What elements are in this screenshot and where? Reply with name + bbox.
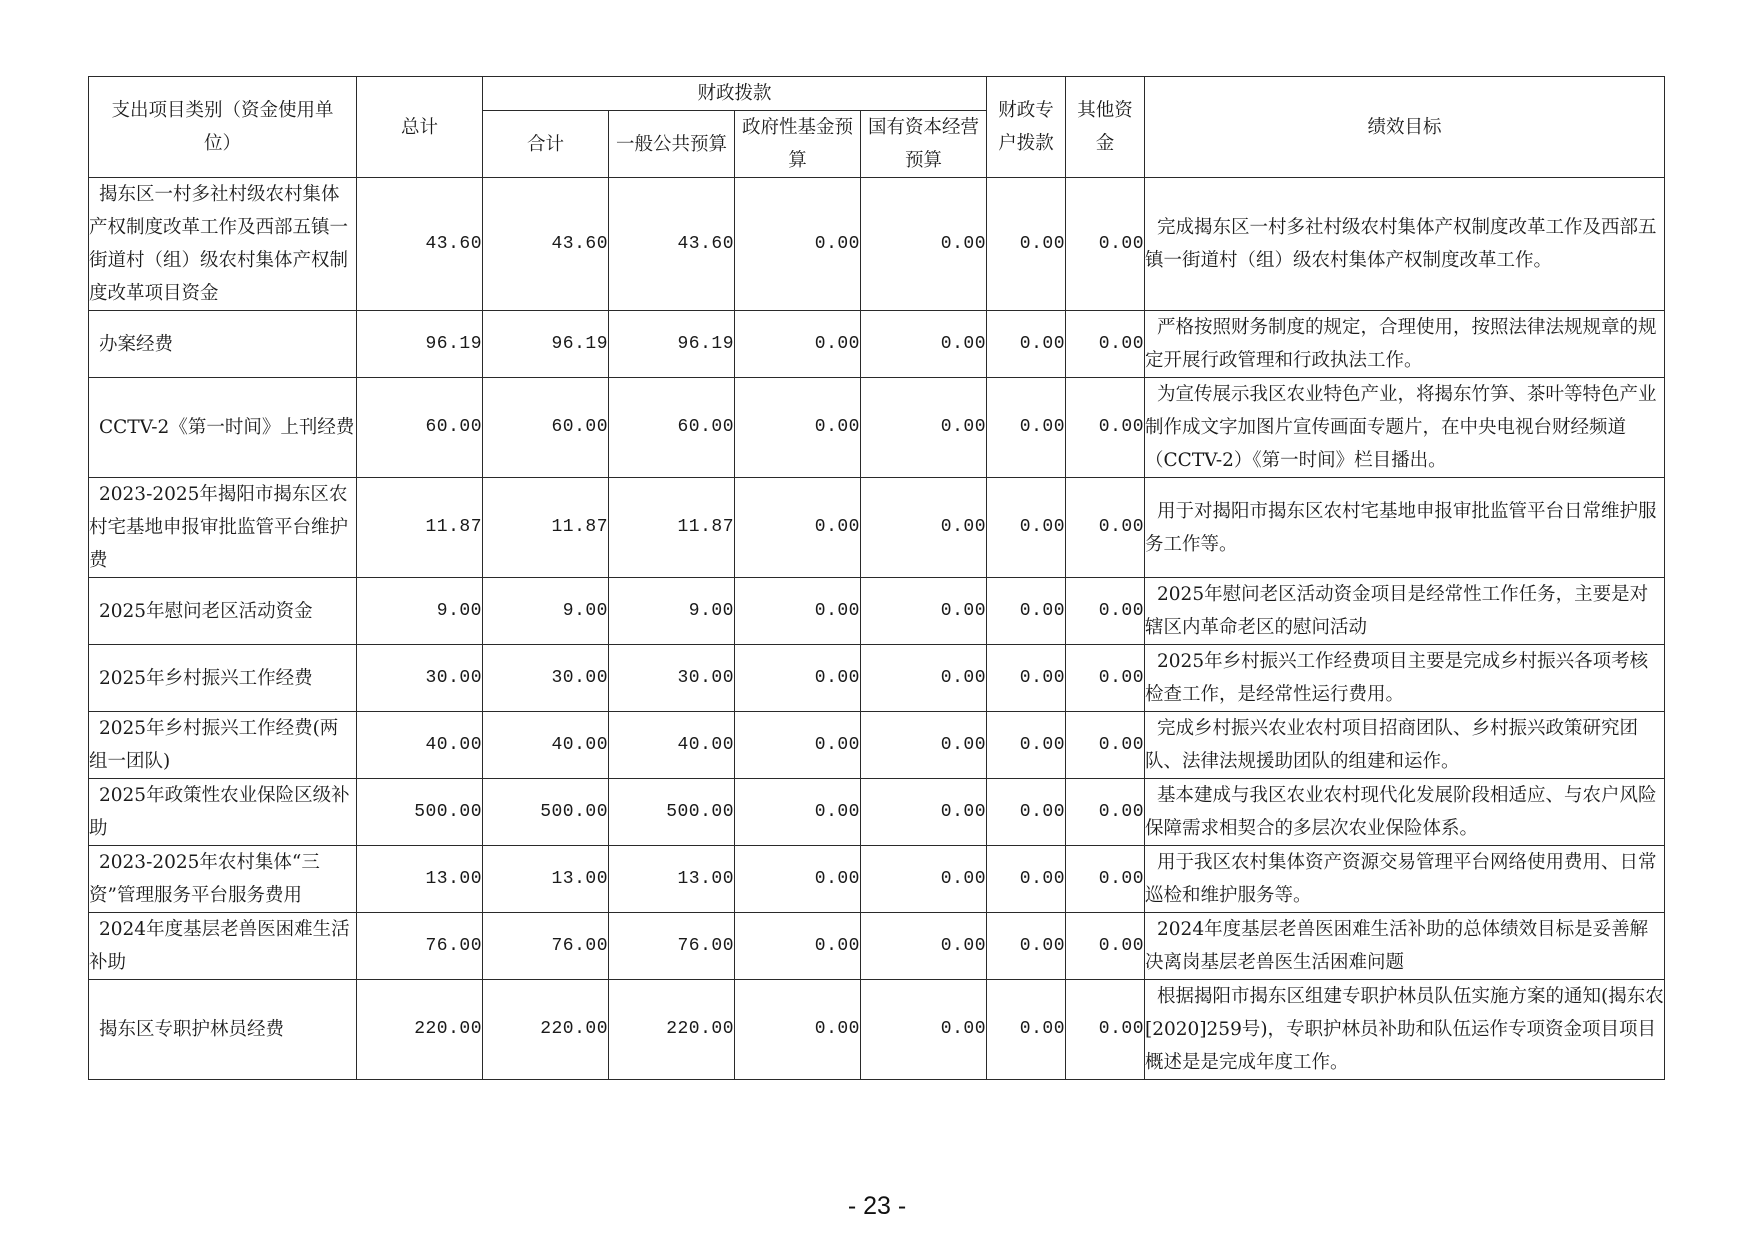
row-special-transfer: 0.00 xyxy=(987,846,1066,913)
header-special-transfer: 财政专户拨款 xyxy=(987,77,1066,178)
row-state-capital-budget: 0.00 xyxy=(861,378,987,478)
row-general-budget: 11.87 xyxy=(609,478,735,578)
header-fiscal-group: 财政拨款 xyxy=(483,77,987,111)
row-total: 11.87 xyxy=(357,478,483,578)
row-gov-fund-budget: 0.00 xyxy=(735,712,861,779)
row-fiscal-subtotal: 500.00 xyxy=(483,779,609,846)
row-gov-fund-budget: 0.00 xyxy=(735,913,861,980)
row-total: 500.00 xyxy=(357,779,483,846)
row-special-transfer: 0.00 xyxy=(987,712,1066,779)
row-performance-goal: 用于对揭阳市揭东区农村宅基地申报审批监管平台日常维护服务工作等。 xyxy=(1145,478,1665,578)
row-other-funds: 0.00 xyxy=(1066,178,1145,311)
row-state-capital-budget: 0.00 xyxy=(861,645,987,712)
row-fiscal-subtotal: 43.60 xyxy=(483,178,609,311)
row-special-transfer: 0.00 xyxy=(987,178,1066,311)
row-total: 60.00 xyxy=(357,378,483,478)
table-row xyxy=(89,311,1665,378)
row-other-funds: 0.00 xyxy=(1066,913,1145,980)
row-project-name: 2023-2025年揭阳市揭东区农村宅基地申报审批监管平台维护费 xyxy=(89,478,357,578)
header-general-budget: 一般公共预算 xyxy=(609,111,735,178)
row-gov-fund-budget: 0.00 xyxy=(735,779,861,846)
row-fiscal-subtotal: 96.19 xyxy=(483,311,609,378)
page-number: - 23 - xyxy=(847,1192,907,1220)
row-performance-goal: 2025年慰问老区活动资金项目是经常性工作任务，主要是对辖区内革命老区的慰问活动 xyxy=(1145,578,1665,645)
row-fiscal-subtotal: 30.00 xyxy=(483,645,609,712)
row-general-budget: 96.19 xyxy=(609,311,735,378)
row-special-transfer: 0.00 xyxy=(987,378,1066,478)
row-performance-goal: 基本建成与我区农业农村现代化发展阶段相适应、与农户风险保障需求相契合的多层次农业保险体系。 xyxy=(1145,779,1665,846)
table-row xyxy=(89,645,1665,712)
row-performance-goal: 用于我区农村集体资产资源交易管理平台网络使用费用、日常巡检和维护服务等。 xyxy=(1145,846,1665,913)
row-other-funds: 0.00 xyxy=(1066,980,1145,1080)
row-general-budget: 500.00 xyxy=(609,779,735,846)
row-other-funds: 0.00 xyxy=(1066,311,1145,378)
row-other-funds: 0.00 xyxy=(1066,779,1145,846)
table-row xyxy=(89,980,1665,1080)
row-other-funds: 0.00 xyxy=(1066,378,1145,478)
row-total: 30.00 xyxy=(357,645,483,712)
row-state-capital-budget: 0.00 xyxy=(861,712,987,779)
row-general-budget: 30.00 xyxy=(609,645,735,712)
row-performance-goal: 2024年度基层老兽医困难生活补助的总体绩效目标是妥善解决离岗基层老兽医生活困难问题 xyxy=(1145,913,1665,980)
row-state-capital-budget: 0.00 xyxy=(861,913,987,980)
row-state-capital-budget: 0.00 xyxy=(861,311,987,378)
row-project-name: 揭东区一村多社村级农村集体产权制度改革工作及西部五镇一街道村（组）级农村集体产权制度改革项目资金 xyxy=(89,178,357,311)
row-fiscal-subtotal: 220.00 xyxy=(483,980,609,1080)
header-performance-goal: 绩效目标 xyxy=(1145,77,1665,178)
row-project-name: 2025年乡村振兴工作经费 xyxy=(89,645,357,712)
row-state-capital-budget: 0.00 xyxy=(861,980,987,1080)
row-general-budget: 220.00 xyxy=(609,980,735,1080)
row-performance-goal: 严格按照财务制度的规定，合理使用，按照法律法规规章的规定开展行政管理和行政执法工作。 xyxy=(1145,311,1665,378)
row-total: 96.19 xyxy=(357,311,483,378)
table-row xyxy=(89,712,1665,779)
header-category: 支出项目类别（资金使用单位） xyxy=(89,77,357,178)
row-project-name: 2025年乡村振兴工作经费(两组一团队) xyxy=(89,712,357,779)
row-other-funds: 0.00 xyxy=(1066,712,1145,779)
row-performance-goal: 完成乡村振兴农业农村项目招商团队、乡村振兴政策研究团队、法律法规援助团队的组建和运作。 xyxy=(1145,712,1665,779)
row-fiscal-subtotal: 60.00 xyxy=(483,378,609,478)
row-state-capital-budget: 0.00 xyxy=(861,779,987,846)
row-performance-goal: 完成揭东区一村多社村级农村集体产权制度改革工作及西部五镇一街道村（组）级农村集体产权制度改革工作。 xyxy=(1145,178,1665,311)
row-total: 220.00 xyxy=(357,980,483,1080)
row-gov-fund-budget: 0.00 xyxy=(735,478,861,578)
row-general-budget: 13.00 xyxy=(609,846,735,913)
row-special-transfer: 0.00 xyxy=(987,913,1066,980)
row-state-capital-budget: 0.00 xyxy=(861,846,987,913)
row-special-transfer: 0.00 xyxy=(987,645,1066,712)
row-fiscal-subtotal: 40.00 xyxy=(483,712,609,779)
table-row xyxy=(89,779,1665,846)
row-performance-goal: 2025年乡村振兴工作经费项目主要是完成乡村振兴各项考核检查工作，是经常性运行费用。 xyxy=(1145,645,1665,712)
row-total: 9.00 xyxy=(357,578,483,645)
header-other-funds: 其他资金 xyxy=(1066,77,1145,178)
header-state-capital-budget: 国有资本经营预算 xyxy=(861,111,987,178)
header-gov-fund-budget: 政府性基金预算 xyxy=(735,111,861,178)
row-project-name: 2024年度基层老兽医困难生活补助 xyxy=(89,913,357,980)
row-general-budget: 43.60 xyxy=(609,178,735,311)
row-performance-goal: 根据揭阳市揭东区组建专职护林员队伍实施方案的通知(揭东农[2020]259号)，专职护林员补助和队伍运作专项资金项目项目概述是是完成年度工作。 xyxy=(1145,980,1665,1080)
row-gov-fund-budget: 0.00 xyxy=(735,178,861,311)
row-performance-goal: 为宣传展示我区农业特色产业，将揭东竹笋、茶叶等特色产业制作成文字加图片宣传画面专题片，在中央电视台财经频道（CCTV-2）《第一时间》栏目播出。 xyxy=(1145,378,1665,478)
row-project-name: 2023-2025年农村集体“三资”管理服务平台服务费用 xyxy=(89,846,357,913)
row-total: 43.60 xyxy=(357,178,483,311)
row-other-funds: 0.00 xyxy=(1066,846,1145,913)
row-special-transfer: 0.00 xyxy=(987,578,1066,645)
row-fiscal-subtotal: 9.00 xyxy=(483,578,609,645)
row-other-funds: 0.00 xyxy=(1066,578,1145,645)
row-gov-fund-budget: 0.00 xyxy=(735,578,861,645)
row-special-transfer: 0.00 xyxy=(987,980,1066,1080)
row-gov-fund-budget: 0.00 xyxy=(735,980,861,1080)
row-state-capital-budget: 0.00 xyxy=(861,478,987,578)
table-body xyxy=(89,178,1665,1080)
row-state-capital-budget: 0.00 xyxy=(861,578,987,645)
row-project-name: 办案经费 xyxy=(89,311,357,378)
table-row xyxy=(89,578,1665,645)
row-gov-fund-budget: 0.00 xyxy=(735,846,861,913)
header-fiscal-subtotal: 合计 xyxy=(483,111,609,178)
row-gov-fund-budget: 0.00 xyxy=(735,311,861,378)
row-project-name: CCTV-2《第一时间》上刊经费 xyxy=(89,378,357,478)
row-total: 76.00 xyxy=(357,913,483,980)
row-general-budget: 60.00 xyxy=(609,378,735,478)
table-row xyxy=(89,913,1665,980)
row-gov-fund-budget: 0.00 xyxy=(735,645,861,712)
table-row xyxy=(89,378,1665,478)
table-row xyxy=(89,178,1665,311)
table-row xyxy=(89,478,1665,578)
row-state-capital-budget: 0.00 xyxy=(861,178,987,311)
row-project-name: 揭东区专职护林员经费 xyxy=(89,980,357,1080)
row-general-budget: 9.00 xyxy=(609,578,735,645)
table-header xyxy=(89,77,1665,178)
row-project-name: 2025年慰问老区活动资金 xyxy=(89,578,357,645)
row-other-funds: 0.00 xyxy=(1066,645,1145,712)
header-total: 总计 xyxy=(357,77,483,178)
row-project-name: 2025年政策性农业保险区级补助 xyxy=(89,779,357,846)
table-row xyxy=(89,846,1665,913)
row-other-funds: 0.00 xyxy=(1066,478,1145,578)
row-total: 40.00 xyxy=(357,712,483,779)
row-fiscal-subtotal: 13.00 xyxy=(483,846,609,913)
row-general-budget: 40.00 xyxy=(609,712,735,779)
row-special-transfer: 0.00 xyxy=(987,478,1066,578)
row-fiscal-subtotal: 76.00 xyxy=(483,913,609,980)
row-special-transfer: 0.00 xyxy=(987,779,1066,846)
row-gov-fund-budget: 0.00 xyxy=(735,378,861,478)
row-special-transfer: 0.00 xyxy=(987,311,1066,378)
expenditure-performance-table xyxy=(88,76,1665,1080)
row-general-budget: 76.00 xyxy=(609,913,735,980)
row-total: 13.00 xyxy=(357,846,483,913)
row-fiscal-subtotal: 11.87 xyxy=(483,478,609,578)
